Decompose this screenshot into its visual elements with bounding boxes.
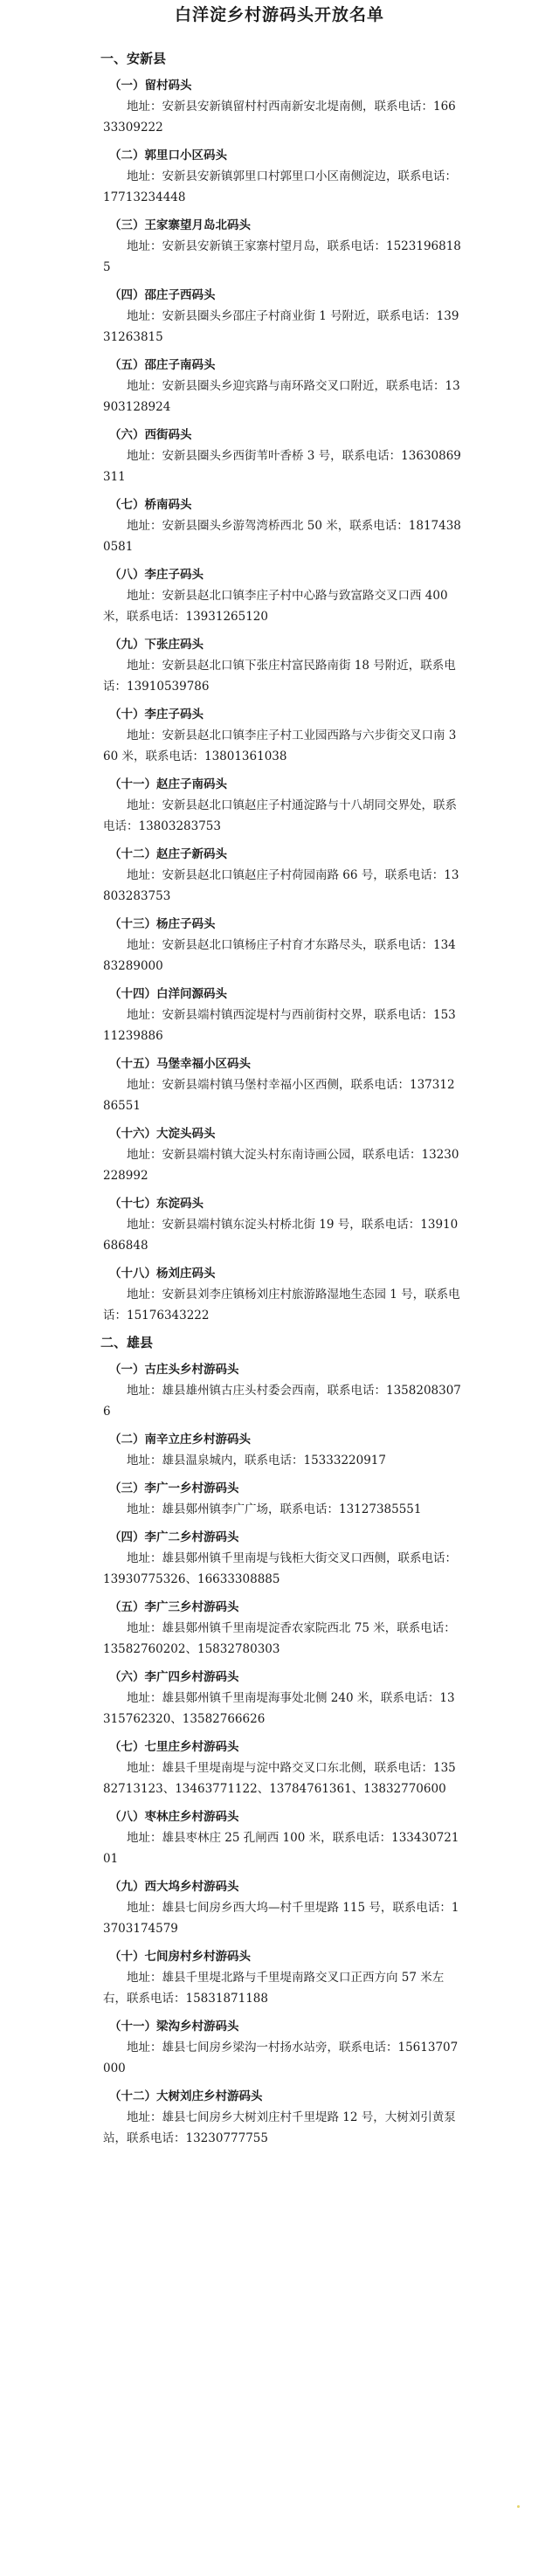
site-name: （二）郭里口小区码头 [109,148,227,162]
site-entry [0,2086,559,2149]
site-entry [0,494,559,557]
site-phone: 13127385551 [339,1502,422,1516]
site-name: （十五）马堡幸福小区码头 [109,1057,251,1071]
site-name: （八）枣林庄乡村游码头 [109,1810,239,1824]
document-title: 白洋淀乡村游码头开放名单 [174,5,384,24]
site-address: 地址：雄县温泉城内，联系电话： [127,1454,304,1468]
site-info [103,1618,461,1660]
site-info [103,1005,461,1046]
site-info [103,1144,461,1186]
section-list [0,49,559,2149]
site-name: （十三）杨庄子码头 [109,917,216,931]
site-entry [0,1429,559,1471]
site-info [103,585,461,627]
site-name: （四）李广二乡村游码头 [109,1530,239,1544]
site-address: 地址：安新县安新镇留村村西南新安北堤南侧，联系电话： [127,100,433,114]
site-address: 地址：安新县安新镇郭里口村郭里口小区南侧淀边，联系电话： [127,169,457,183]
site-name: （五）李广三乡村游码头 [109,1600,239,1614]
site-entry [0,215,559,278]
site-info [103,376,461,418]
site-phone: 13931265120 [185,610,268,624]
site-phone: 13910686848 [103,1218,459,1253]
site-entry [0,984,559,1046]
site-address: 地址：安新县端村镇东淀头村桥北街 19 号，联系电话： [127,1218,421,1232]
site-address: 地址：雄县七间房乡大树刘庄村千里堤路 12 号，大树刘引黄泵站，联系电话： [103,2110,456,2145]
site-info [103,1499,461,1520]
site-entry [0,704,559,767]
county-section [0,1333,559,2149]
site-info [103,865,461,907]
site-entry [0,2016,559,2079]
site-entry [0,1667,559,1730]
site-address: 地址：安新县刘李庄镇杨刘庄村旅游路湿地生态园 1 号，联系电话： [103,1288,460,1323]
site-entry [0,564,559,627]
site-phone: 16633309222 [103,100,456,135]
site-address: 地址：安新县赵北口镇李庄子村中心路与致富路交叉口西 400 米，联系电话： [103,589,448,624]
site-phone: 13803283753 [103,868,459,903]
site-entry [0,425,559,487]
site-info [103,795,461,837]
site-entry [0,1597,559,1660]
site-entry [0,914,559,977]
site-info [103,2037,461,2079]
site-name: （十）七间房村乡村游码头 [109,1950,251,1964]
site-name: （一）古庄头乡村游码头 [109,1363,239,1377]
site-phone: 15231968185 [103,239,461,274]
site-phone: 13230228992 [103,1148,459,1183]
site-address: 地址：雄县鄚州镇千里南堤淀香农家院西北 75 米，联系电话： [127,1621,456,1635]
site-entry [0,1737,559,1799]
site-entry [0,145,559,208]
site-info [103,1214,461,1256]
site-entry [0,1478,559,1520]
site-phone: 13315762320、13582766626 [103,1691,455,1726]
site-address: 地址：安新县端村镇大淀头村东南诗画公园，联系电话： [127,1148,422,1162]
site-info [103,445,461,487]
site-entry [0,774,559,837]
site-phone: 13930775326、16633308885 [103,1572,280,1586]
site-info [103,1548,461,1590]
site-phone: 15333220917 [303,1454,386,1468]
site-name: （十六）大淀头码头 [109,1127,216,1141]
site-address: 地址：雄县枣林庄 25 孔闸西 100 米，联系电话： [127,1831,392,1845]
site-address: 地址：安新县赵北口镇赵庄子村通淀路与十八胡同交界处，联系电话： [103,798,457,833]
site-phone: 13230777755 [185,2131,268,2145]
site-name: （十二）大树刘庄乡村游码头 [109,2089,263,2103]
site-name: （二）南辛立庄乡村游码头 [109,1433,251,1447]
site-address: 地址：雄县鄚州镇千里南堤与钱柜大街交叉口西侧，联系电话： [127,1551,457,1565]
site-name: （十四）白洋问源码头 [109,987,227,1001]
site-entry [0,285,559,348]
site-phone: 18174380581 [103,519,461,554]
site-info [103,1967,461,2009]
site-entry [0,75,559,138]
site-phone: 15311239886 [103,1008,456,1043]
site-info [103,96,461,138]
site-address: 地址：安新县赵北口镇赵庄子村荷园南路 66 号，联系电话： [127,868,445,882]
site-phone: 13910539786 [127,680,210,694]
site-address: 地址：安新县圈头乡邵庄子村商业街 1 号附近，联系电话： [127,309,437,323]
site-phone: 17713234448 [103,190,186,204]
site-phone: 13931263815 [103,309,459,344]
site-name: （十）李庄子码头 [109,708,204,722]
site-name: （六）西街码头 [109,428,192,442]
site-name: （七）七里庄乡村游码头 [109,1740,239,1754]
county-section [0,49,559,1326]
site-info [103,1897,461,1939]
site-address: 地址：安新县端村镇马堡村幸福小区西侧，联系电话： [127,1078,410,1092]
site-phone: 13903128924 [103,379,460,414]
site-phone: 13582713123、13463771122、13784761361、13832770600 [103,1761,456,1796]
county-heading: 二、雄县 [100,1335,154,1350]
site-info [103,1284,461,1326]
site-address: 地址：安新县安新镇王家寨村望月岛，联系电话： [127,239,386,253]
site-info [103,725,461,767]
site-phone: 15613707000 [103,2041,459,2075]
site-phone: 13483289000 [103,938,456,973]
site-info [103,1758,461,1799]
site-address: 地址：安新县赵北口镇杨庄子村育才东路尽头，联系电话： [127,938,433,952]
site-name: （五）邵庄子南码头 [109,358,216,372]
site-entry [0,355,559,418]
site-phone: 13801361038 [204,749,287,763]
site-address: 地址：雄县鄚州镇李广广场，联系电话： [127,1502,339,1516]
site-info [103,935,461,977]
site-entry [0,1193,559,1256]
site-info [103,236,461,278]
site-address: 地址：雄县千里堤南堤与淀中路交叉口东北侧，联系电话： [127,1761,433,1775]
site-info [103,1380,461,1422]
site-entry [0,1876,559,1939]
site-address: 地址：雄县鄚州镇千里南堤海事处北侧 240 米，联系电话： [127,1691,440,1705]
site-entry [0,1123,559,1186]
site-info [103,2107,461,2149]
site-address: 地址：安新县圈头乡迎宾路与南环路交叉口附近，联系电话： [127,379,445,393]
site-info [103,166,461,208]
site-phone: 13803283753 [138,819,221,833]
site-entry [0,1527,559,1590]
site-info [103,1827,461,1869]
site-name: （十二）赵庄子新码头 [109,847,227,861]
site-address: 地址：雄县七间房乡梁沟一村扬水站旁，联系电话： [127,2041,398,2055]
site-address: 地址：安新县端村镇西淀堤村与西前街村交界，联系电话： [127,1008,433,1022]
site-info [103,655,461,697]
site-name: （九）下张庄码头 [109,638,204,652]
site-name: （八）李庄子码头 [109,568,204,582]
site-name: （九）西大坞乡村游码头 [109,1880,239,1894]
site-entry [0,634,559,697]
site-info [103,1450,461,1471]
site-entry [0,844,559,907]
decorative-dot [517,2505,520,2508]
site-entry [0,1946,559,2009]
site-phone: 13703174579 [103,1901,459,1936]
site-phone: 13343072101 [103,1831,459,1866]
site-info [103,1074,461,1116]
site-address: 地址：安新县赵北口镇李庄子村工业园西路与六步街交叉口南 360 米，联系电话： [103,729,457,763]
site-phone: 13630869311 [103,449,461,484]
site-info [103,1688,461,1730]
site-name: （三）王家寨望月岛北码头 [109,218,251,232]
site-name: （七）桥南码头 [109,498,192,512]
site-info [103,306,461,348]
site-phone: 15831871188 [185,1992,268,2006]
site-address: 地址：安新县赵北口镇下张庄村富民路南街 18 号附近，联系电话： [103,659,456,694]
site-name: （六）李广四乡村游码头 [109,1670,239,1684]
site-address: 地址：雄县七间房乡西大坞—村千里堤路 115 号，联系电话： [127,1901,452,1915]
site-entry [0,1359,559,1422]
site-name: （十一）梁沟乡村游码头 [109,2020,239,2034]
site-name: （十七）东淀码头 [109,1197,204,1211]
site-entry [0,1806,559,1869]
county-heading: 一、安新县 [100,51,167,66]
site-address: 地址：安新县圈头乡游驾湾桥西北 50 米，联系电话： [127,519,409,533]
site-name: （十八）杨刘庄码头 [109,1267,216,1281]
site-name: （十一）赵庄子南码头 [109,777,227,791]
site-address: 地址：安新县圈头乡西街苇叶香桥 3 号，联系电话： [127,449,402,463]
site-address: 地址：雄县雄州镇古庄头村委会西南，联系电话： [127,1384,386,1398]
site-entry [0,1263,559,1326]
site-name: （三）李广一乡村游码头 [109,1481,239,1495]
site-phone: 15176343222 [127,1309,210,1323]
site-phone: 13731286551 [103,1078,455,1113]
site-name: （四）邵庄子西码头 [109,288,216,302]
site-phone: 13582760202、15832780303 [103,1642,280,1656]
site-info [103,515,461,557]
site-name: （一）留村码头 [109,79,192,93]
site-phone: 13582083076 [103,1384,461,1419]
site-entry [0,1053,559,1116]
site-address: 地址：雄县千里堤北路与千里堤南路交叉口正西方向 57 米左右，联系电话： [103,1971,445,2006]
